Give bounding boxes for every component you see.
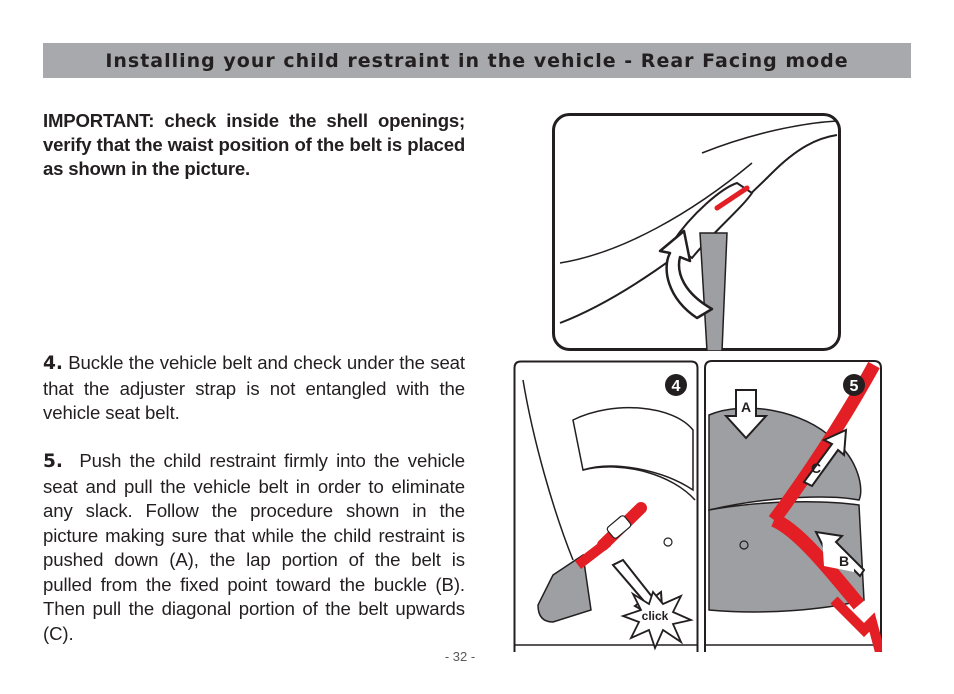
step-4 (43, 351, 465, 426)
figure-4-badge: 4 (671, 378, 681, 395)
figure-5-tighten-belt (704, 360, 882, 652)
page-number: - 32 - (444, 649, 476, 664)
step-4-number: 4. (43, 353, 63, 374)
section-header-bar (43, 43, 911, 78)
shell-opening-illustration (552, 113, 841, 351)
label-b: B (838, 553, 850, 569)
section-title: Installing your child restraint in the vehicle - Rear Facing mode (105, 49, 849, 72)
figure-5-badge: 5 (849, 378, 859, 395)
step-5 (43, 449, 465, 646)
step-5-number: 5. (43, 451, 63, 472)
label-a: A (740, 399, 752, 415)
figure-4-buckle (513, 360, 699, 652)
click-label: click (641, 609, 669, 623)
step-5-text: Push the child restraint firmly into the vehicle seat and pull the vehicle belt in order to eliminate any slack. Follow the procedure shown in the picture making sure that while the child restraint is pushed down (A), the lap portion of the belt is pulled from the fixed point toward the buckle (B). Then pull the diagonal portion of the belt upwards (C). (43, 450, 465, 644)
label-c: C (810, 460, 822, 476)
important-note: IMPORTANT: check inside the shell openings; verify that the waist position of the belt is placed as shown in the picture. (43, 110, 465, 179)
step-4-text: Buckle the vehicle belt and check under the seat that the adjuster strap is not entangled with the vehicle seat belt. (43, 352, 465, 423)
